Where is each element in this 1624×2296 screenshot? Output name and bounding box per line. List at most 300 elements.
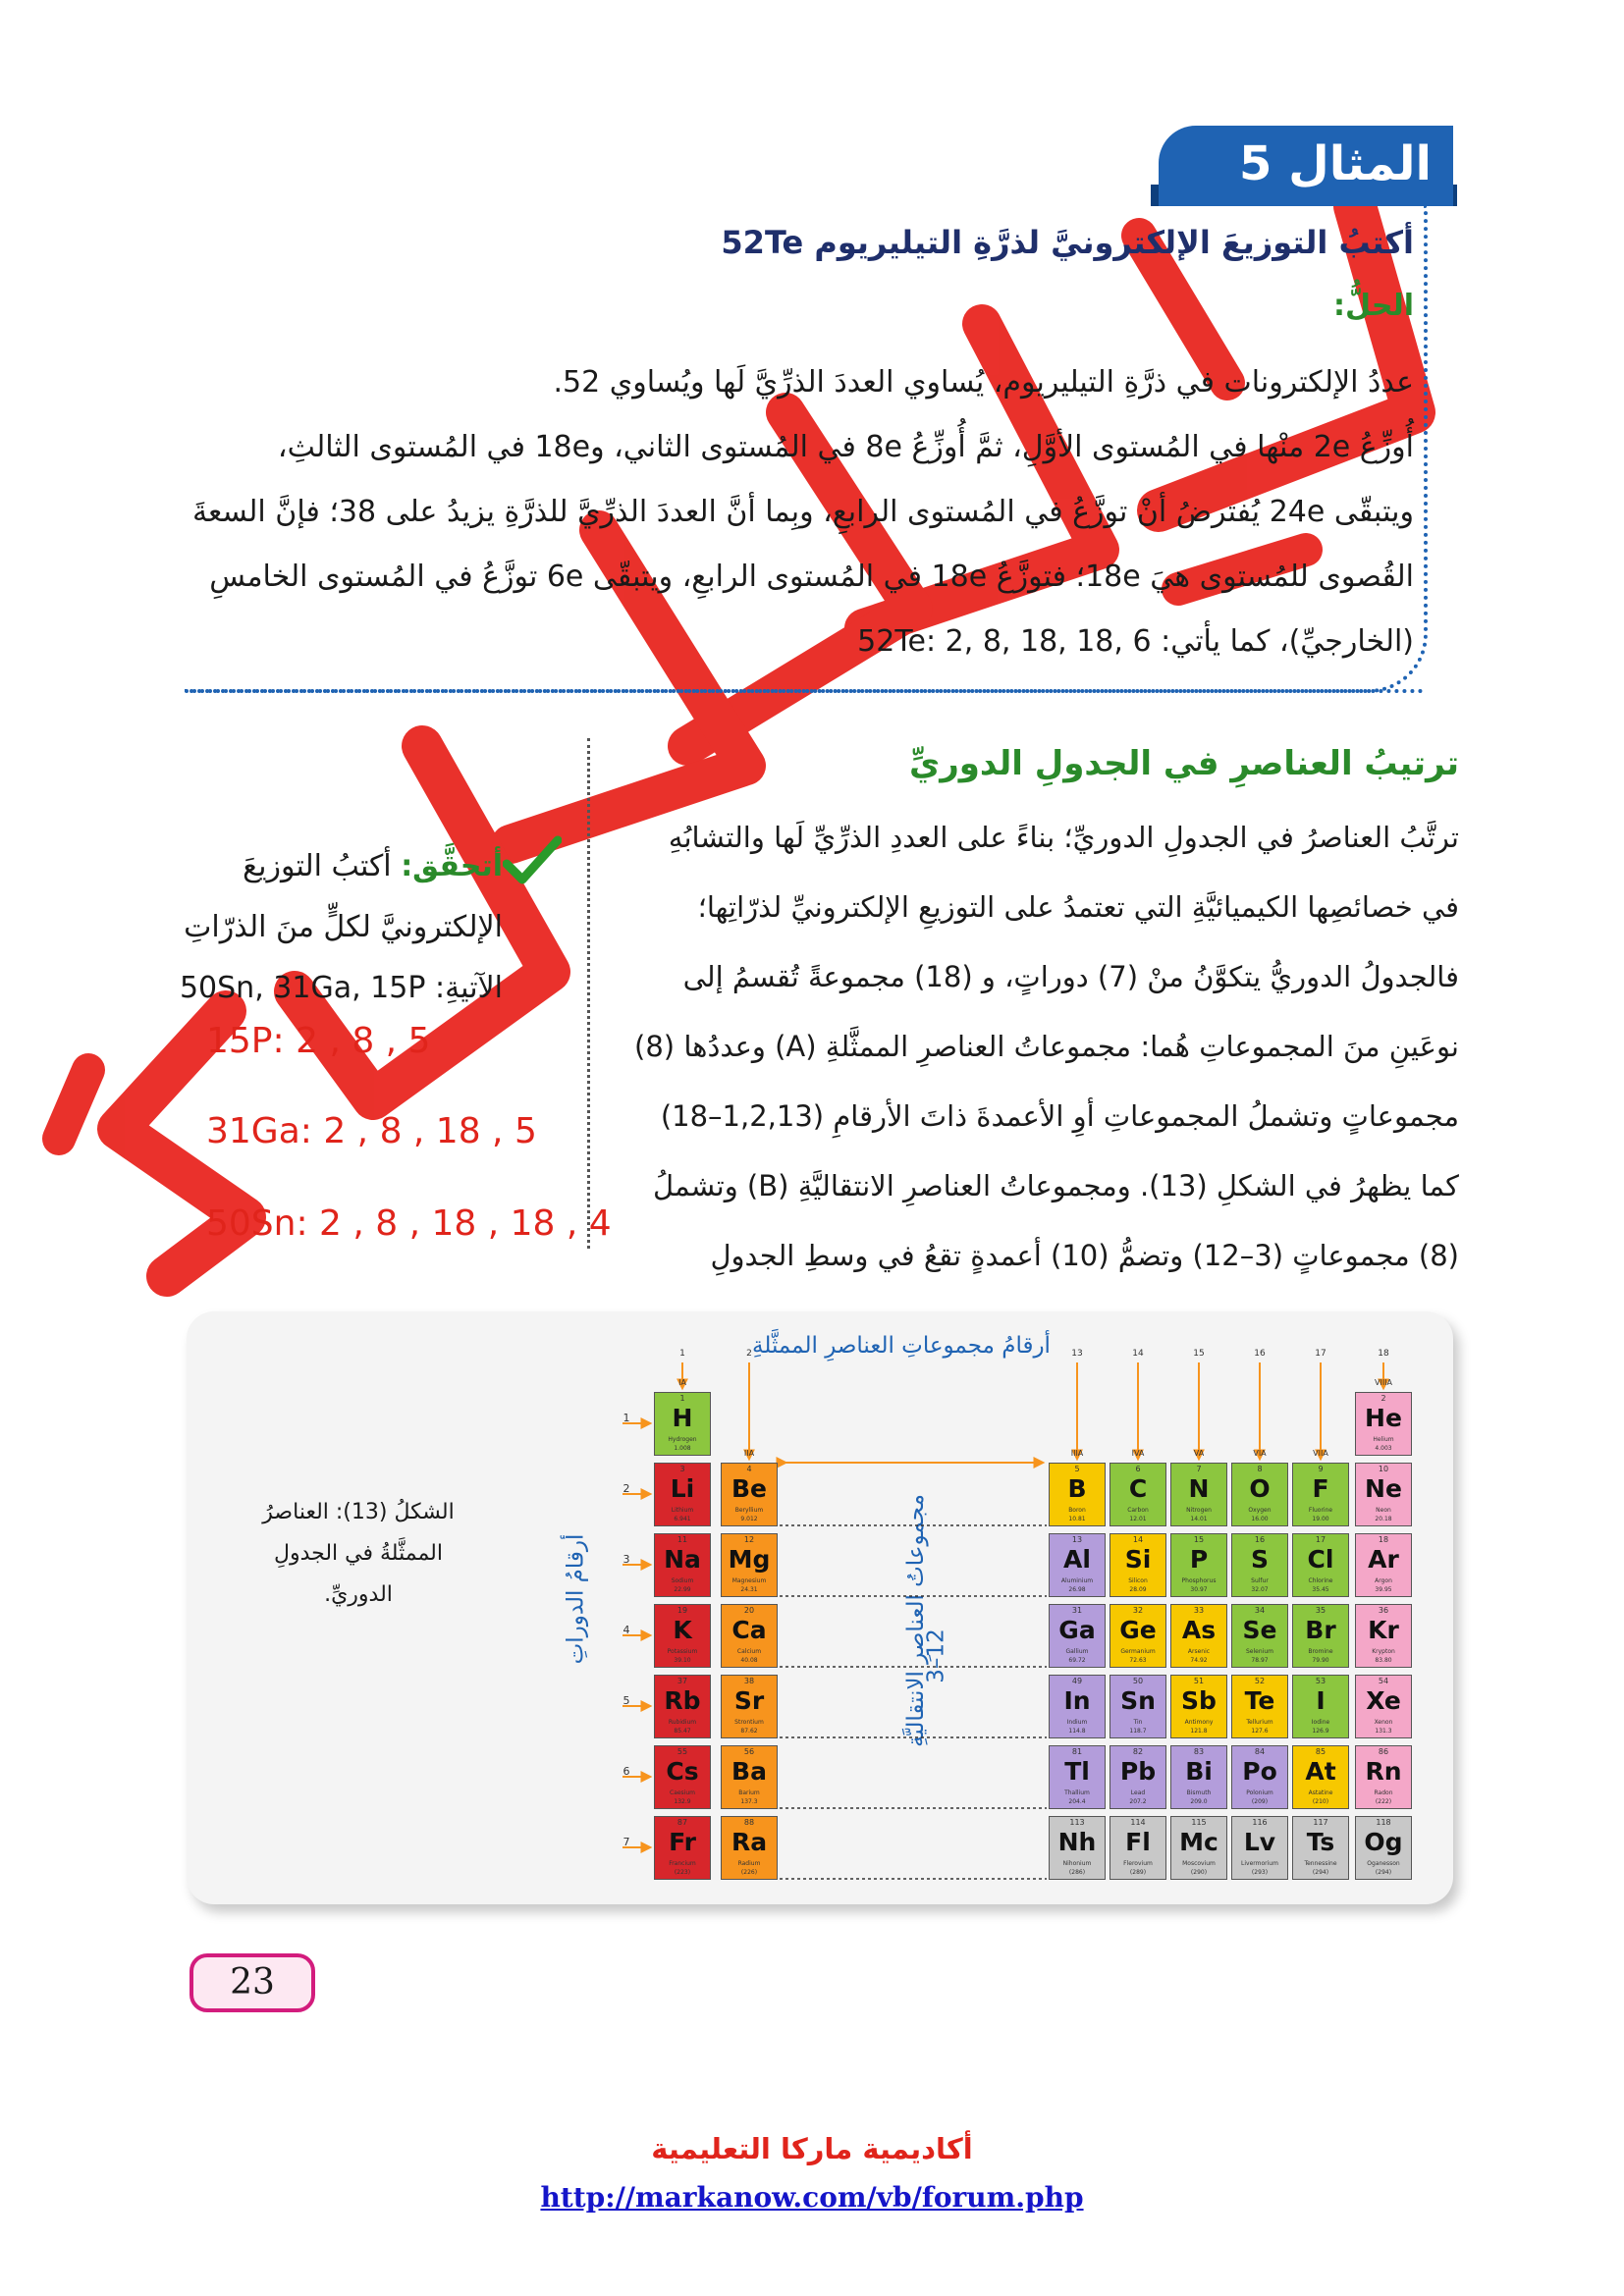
atomic-number: 32 (1132, 1606, 1144, 1615)
section-line-5: مجموعاتٍ وتشملُ المجموعاتِ أوِ الأعمدةَ ذاتَ الأرقامِ (1,2,13–18) (660, 1099, 1459, 1133)
atomic-mass: 74.92 (1190, 1657, 1208, 1664)
period-number: 4 (623, 1624, 630, 1636)
element-symbol: Sn (1120, 1686, 1156, 1715)
element-tl (1049, 1745, 1106, 1809)
atomic-number: 116 (1252, 1818, 1268, 1827)
element-symbol: Og (1364, 1828, 1403, 1856)
element-symbol: C (1128, 1474, 1148, 1503)
element-fl (1110, 1816, 1166, 1880)
element-na (654, 1533, 711, 1597)
period-number: 6 (623, 1765, 630, 1778)
atomic-number: 50 (1132, 1677, 1144, 1685)
element-name: Phosphorus (1181, 1577, 1217, 1584)
element-name: Lead (1130, 1789, 1146, 1796)
element-symbol: F (1312, 1474, 1329, 1503)
atomic-number: 38 (743, 1677, 755, 1685)
atomic-number: 34 (1254, 1606, 1266, 1615)
element-name: Strontium (734, 1719, 764, 1726)
atomic-number: 18 (1378, 1535, 1389, 1544)
element-name: Potassium (667, 1648, 698, 1655)
example-line-1: عددُ الإلكترونات في ذرَّةِ التيليريوم، يُساوي العددَ الذرِّيَّ لَها ويُساوي 52. (553, 365, 1414, 400)
element-symbol: Te (1244, 1686, 1275, 1715)
element-symbol: Sb (1181, 1686, 1217, 1715)
element-name: Magnesium (731, 1577, 767, 1584)
element-name: Gallium (1065, 1648, 1089, 1655)
atomic-mass: 207.2 (1129, 1798, 1147, 1805)
atomic-mass: (294) (1312, 1869, 1329, 1876)
element-symbol: Ba (731, 1757, 767, 1786)
atomic-number: 8 (1257, 1465, 1263, 1473)
atomic-mass: (294) (1375, 1869, 1392, 1876)
element-cs (654, 1745, 711, 1809)
atomic-mass: 72.63 (1129, 1657, 1147, 1664)
element-symbol: K (673, 1616, 692, 1644)
element-symbol: Si (1124, 1545, 1152, 1574)
element-name: Radon (1374, 1789, 1393, 1796)
group-number: 14 (1132, 1349, 1144, 1359)
element-name: Oxygen (1248, 1507, 1272, 1514)
atomic-mass: 39.10 (674, 1657, 691, 1664)
element-symbol: Pb (1119, 1757, 1157, 1786)
element-name: Tellurium (1246, 1719, 1273, 1726)
atomic-number: 115 (1191, 1818, 1207, 1827)
element-name: Radium (737, 1860, 761, 1867)
atomic-number: 17 (1315, 1535, 1326, 1544)
period-number: 3 (623, 1553, 630, 1566)
element-symbol: Nh (1057, 1828, 1097, 1856)
atomic-number: 2 (1380, 1394, 1386, 1403)
element-symbol: S (1250, 1545, 1269, 1574)
atomic-mass: (222) (1375, 1798, 1392, 1805)
element-b (1049, 1463, 1106, 1526)
group-number: 1 (679, 1349, 685, 1359)
atomic-number: 36 (1378, 1606, 1389, 1615)
element-symbol: O (1249, 1474, 1271, 1503)
element-name: Rubidium (668, 1719, 697, 1726)
example-line-5: (الخارجيِّ)، كما يأتي: 52Te: 2, 8, 18, 18, 6 (857, 624, 1414, 659)
checkmark-icon (503, 834, 562, 885)
answer-p: 15P: 2 , 8 , 5 (206, 1021, 431, 1061)
atomic-mass: 1.008 (674, 1445, 691, 1452)
element-symbol: As (1181, 1616, 1217, 1644)
footer-link[interactable]: http://markanow.com/vb/forum.php (540, 2181, 1084, 2214)
element-name: Nitrogen (1186, 1507, 1212, 1514)
element-nh (1049, 1816, 1106, 1880)
atomic-number: 56 (743, 1747, 755, 1756)
element-symbol: Lv (1243, 1828, 1276, 1856)
group-number: 18 (1378, 1349, 1389, 1359)
check-text-1: أكتبُ التوزيعَ (243, 849, 392, 883)
section-line-2: في خصائصِها الكيميائيَّةِ التي تعتمدُ على التوزيعِ الإلكترونيِّ لذرّاتِها؛ (697, 890, 1459, 924)
label-transition-groups: مجموعاتُ العناصرِ الانتقاليَّةِ (902, 1494, 929, 1747)
atomic-number: 51 (1193, 1677, 1205, 1685)
element-symbol: Li (670, 1474, 695, 1503)
element-c (1110, 1463, 1166, 1526)
group-roman: VA (1193, 1449, 1205, 1458)
atomic-number: 11 (677, 1535, 688, 1544)
element-symbol: Fr (669, 1828, 696, 1856)
atomic-mass: (226) (740, 1869, 758, 1876)
atomic-mass: 24.31 (740, 1586, 758, 1593)
element-se (1231, 1604, 1288, 1668)
element-name: Carbon (1127, 1507, 1149, 1514)
element-symbol: P (1189, 1545, 1209, 1574)
label-period-numbers: أرقامُ الدوراتِ (563, 1533, 589, 1665)
section-line-3: فالجدولُ الدوريُّ يتكوَّنُ منْ (7) دوراتٍ، و (18) مجموعةً تُقسمُ إلى (682, 960, 1459, 993)
atomic-number: 53 (1315, 1677, 1326, 1685)
atomic-number: 83 (1193, 1747, 1205, 1756)
element-sn (1110, 1675, 1166, 1738)
element-name: Moscovium (1182, 1860, 1216, 1867)
period-number: 5 (623, 1694, 630, 1707)
element-symbol: Br (1305, 1616, 1336, 1644)
atomic-number: 84 (1254, 1747, 1266, 1756)
element-rb (654, 1675, 711, 1738)
atomic-number: 10 (1378, 1465, 1389, 1473)
atomic-number: 7 (1196, 1465, 1202, 1473)
element-name: Boron (1068, 1507, 1086, 1514)
group-number: 15 (1193, 1349, 1205, 1359)
element-og (1355, 1816, 1412, 1880)
element-symbol: Po (1242, 1757, 1277, 1786)
element-symbol: Ga (1058, 1616, 1096, 1644)
atomic-mass: 137.3 (740, 1798, 758, 1805)
element-name: Nihonium (1062, 1860, 1092, 1867)
atomic-number: 14 (1132, 1535, 1144, 1544)
element-symbol: He (1365, 1404, 1402, 1432)
atomic-mass: 30.97 (1190, 1586, 1208, 1593)
atomic-mass: 69.72 (1068, 1657, 1086, 1664)
element-name: Tin (1133, 1719, 1143, 1726)
atomic-mass: (286) (1068, 1869, 1086, 1876)
element-name: Argon (1375, 1577, 1392, 1584)
element-sr (721, 1675, 778, 1738)
group-roman: VIA (1253, 1449, 1267, 1458)
atomic-number: 20 (743, 1606, 755, 1615)
element-symbol: Be (731, 1474, 767, 1503)
element-name: Sodium (671, 1577, 694, 1584)
element-name: Calcium (736, 1648, 762, 1655)
element-in (1049, 1675, 1106, 1738)
element-he (1355, 1392, 1412, 1456)
check-label: أتحقَّق: (401, 849, 503, 883)
atomic-number: 117 (1313, 1818, 1328, 1827)
group-roman: IIA (743, 1449, 755, 1458)
atomic-number: 5 (1074, 1465, 1080, 1473)
section-separator (185, 689, 1424, 693)
element-symbol: Mc (1179, 1828, 1218, 1856)
element-name: Tennessine (1304, 1860, 1337, 1867)
atomic-number: 88 (743, 1818, 755, 1827)
footer-title: أكاديمية ماركا التعليمية (651, 2132, 973, 2165)
atomic-mass: 78.97 (1251, 1657, 1269, 1664)
page-number: 23 (189, 1953, 315, 2012)
element-name: Fluorine (1308, 1507, 1333, 1514)
atomic-number: 4 (746, 1465, 752, 1473)
atomic-number: 35 (1315, 1606, 1326, 1615)
element-k (654, 1604, 711, 1668)
element-kr (1355, 1604, 1412, 1668)
element-name: Sulfur (1251, 1577, 1269, 1584)
group-number: 17 (1315, 1349, 1326, 1359)
example-line-2: أُوزِّعُ 2e منْها في المُستوى الأوَّلِ، ثمَّ أُوزِّعُ 8e في المُستوى الثاني، و18e في المُستوى الثالثِ، (277, 430, 1414, 464)
element-name: Barium (738, 1789, 760, 1796)
element-o (1231, 1463, 1288, 1526)
atomic-mass: 35.45 (1312, 1586, 1329, 1593)
column-divider (587, 738, 590, 1249)
element-symbol: N (1188, 1474, 1210, 1503)
element-fr (654, 1816, 711, 1880)
section-line-4: نوعَينِ منَ المجموعاتِ هُما: مجموعاتُ العناصرِ الممثَّلةِ (A) وعددُها (8) (634, 1030, 1459, 1063)
atomic-mass: 131.3 (1375, 1728, 1392, 1735)
answer-ga: 31Ga: 2 , 8 , 18 , 5 (206, 1111, 537, 1151)
element-ar (1355, 1533, 1412, 1597)
element-symbol: Tl (1064, 1757, 1090, 1786)
group-roman: IIIA (1070, 1449, 1084, 1458)
group-number: 2 (746, 1349, 752, 1359)
group-roman: VIIIA (1374, 1378, 1393, 1387)
check-block (169, 836, 503, 1019)
group-roman: VIIA (1313, 1449, 1328, 1458)
answer-sn: 50Sn: 2 , 8 , 18 , 18 , 4 (206, 1203, 612, 1244)
element-name: Aluminium (1060, 1577, 1094, 1584)
atomic-mass: 121.8 (1190, 1728, 1208, 1735)
element-h (654, 1392, 711, 1456)
element-name: Hydrogen (668, 1436, 697, 1443)
element-mc (1170, 1816, 1227, 1880)
element-name: Indium (1066, 1719, 1088, 1726)
element-ts (1292, 1816, 1349, 1880)
atomic-mass: 19.00 (1312, 1516, 1329, 1522)
period-number: 7 (623, 1836, 630, 1848)
atomic-number: 15 (1193, 1535, 1205, 1544)
atomic-number: 85 (1315, 1747, 1326, 1756)
element-po (1231, 1745, 1288, 1809)
element-symbol: Ra (731, 1828, 768, 1856)
label-transition-range: 3–12 (923, 1629, 949, 1683)
atomic-number: 31 (1071, 1606, 1083, 1615)
element-name: Chlorine (1308, 1577, 1333, 1584)
element-symbol: Na (664, 1545, 701, 1574)
element-al (1049, 1533, 1106, 1597)
section-line-1: ترتَّبُ العناصرُ في الجدولِ الدوريِّ؛ بناءً على العددِ الذرِّيِّ لَها والتشابُهِ (668, 821, 1459, 854)
element-i (1292, 1675, 1349, 1738)
element-symbol: Cl (1307, 1545, 1334, 1574)
element-si (1110, 1533, 1166, 1597)
element-name: Germanium (1120, 1648, 1156, 1655)
element-name: Polonium (1246, 1789, 1273, 1796)
atomic-mass: 12.01 (1129, 1516, 1147, 1522)
atomic-mass: 6.941 (674, 1516, 691, 1522)
check-text-3: الآتيةِ: 50Sn, 31Ga, 15P (179, 971, 503, 1005)
group-number: 16 (1254, 1349, 1266, 1359)
element-n (1170, 1463, 1227, 1526)
atomic-number: 87 (677, 1818, 688, 1827)
element-name: Caesium (670, 1789, 695, 1796)
atomic-mass: 85.47 (674, 1728, 691, 1735)
atomic-number: 13 (1071, 1535, 1083, 1544)
atomic-mass: 28.09 (1129, 1586, 1147, 1593)
element-be (721, 1463, 778, 1526)
element-symbol: I (1316, 1686, 1326, 1715)
atomic-mass: 4.003 (1375, 1445, 1392, 1452)
atomic-mass: 22.99 (674, 1586, 691, 1593)
atomic-number: 86 (1378, 1747, 1389, 1756)
element-s (1231, 1533, 1288, 1597)
element-p (1170, 1533, 1227, 1597)
atomic-mass: 132.9 (674, 1798, 691, 1805)
element-symbol: Cs (666, 1757, 699, 1786)
group-roman: IVA (1131, 1449, 1145, 1458)
element-symbol: Ca (731, 1616, 767, 1644)
atomic-mass: (289) (1129, 1869, 1147, 1876)
atomic-mass: 20.18 (1375, 1516, 1392, 1522)
element-sb (1170, 1675, 1227, 1738)
atomic-mass: 209.0 (1190, 1798, 1208, 1805)
element-symbol: Al (1063, 1545, 1091, 1574)
check-text-2: الإلكترونيَّ لكلٍّ منَ الذرّاتِ (184, 910, 503, 944)
atomic-number: 81 (1071, 1747, 1083, 1756)
atomic-mass: 79.90 (1312, 1657, 1329, 1664)
element-symbol: Sr (733, 1686, 765, 1715)
element-li (654, 1463, 711, 1526)
group-roman: IA (678, 1378, 686, 1387)
section-title: ترتيبُ العناصرِ في الجدولِ الدوريِّ (909, 744, 1459, 783)
atomic-mass: 114.8 (1068, 1728, 1086, 1735)
element-f (1292, 1463, 1349, 1526)
element-name: Livermorium (1241, 1860, 1278, 1867)
atomic-mass: (290) (1190, 1869, 1208, 1876)
element-symbol: Se (1242, 1616, 1277, 1644)
atomic-mass: 9.012 (740, 1516, 758, 1522)
atomic-mass: 118.7 (1129, 1728, 1147, 1735)
element-ba (721, 1745, 778, 1809)
element-name: Francium (669, 1860, 696, 1867)
atomic-number: 82 (1132, 1747, 1144, 1756)
element-symbol: Xe (1366, 1686, 1401, 1715)
atomic-mass: 83.80 (1375, 1657, 1392, 1664)
element-pb (1110, 1745, 1166, 1809)
atomic-mass: 126.9 (1312, 1728, 1329, 1735)
element-name: Neon (1376, 1507, 1391, 1514)
atomic-mass: (223) (674, 1869, 691, 1876)
period-number: 2 (623, 1482, 630, 1495)
atomic-mass: 39.95 (1375, 1586, 1392, 1593)
element-symbol: At (1305, 1757, 1336, 1786)
element-name: Bromine (1308, 1648, 1333, 1655)
element-name: Beryllium (734, 1507, 764, 1514)
example-line-4: القُصوى للمُستوى هيَ 18e؛ فتوزَّعُ 18e في المُستوى الرابعِ، ويتبقّى 6e توزَّعُ في المُستوى الخامسِ (209, 560, 1414, 594)
element-symbol: Ar (1368, 1545, 1399, 1574)
atomic-number: 114 (1130, 1818, 1146, 1827)
element-name: Selenium (1246, 1648, 1273, 1655)
element-name: Krypton (1372, 1648, 1395, 1655)
element-te (1231, 1675, 1288, 1738)
group-number: 13 (1071, 1349, 1083, 1359)
figure-caption: الشكلُ (13): العناصرُ الممثَّلةُ في الجدولِ الدوريِّ. (262, 1500, 455, 1607)
element-name: Helium (1373, 1436, 1394, 1443)
atomic-number: 16 (1254, 1535, 1266, 1544)
atomic-number: 33 (1193, 1606, 1205, 1615)
element-symbol: H (672, 1404, 693, 1432)
element-name: Flerovium (1123, 1860, 1153, 1867)
element-br (1292, 1604, 1349, 1668)
atomic-number: 113 (1069, 1818, 1085, 1827)
element-as (1170, 1604, 1227, 1668)
element-name: Xenon (1374, 1719, 1393, 1726)
element-symbol: Mg (728, 1545, 771, 1574)
element-name: Lithium (671, 1507, 694, 1514)
element-name: Silicon (1128, 1577, 1148, 1584)
atomic-mass: 10.81 (1068, 1516, 1086, 1522)
element-mg (721, 1533, 778, 1597)
element-at (1292, 1745, 1349, 1809)
period-number: 1 (623, 1412, 630, 1424)
element-symbol: Bi (1185, 1757, 1213, 1786)
element-ca (721, 1604, 778, 1668)
atomic-number: 6 (1135, 1465, 1141, 1473)
element-ge (1110, 1604, 1166, 1668)
atomic-mass: 40.08 (740, 1657, 758, 1664)
element-symbol: B (1067, 1474, 1087, 1503)
element-symbol: Ts (1306, 1828, 1335, 1856)
atomic-number: 49 (1071, 1677, 1083, 1685)
element-ne (1355, 1463, 1412, 1526)
element-name: Arsenic (1187, 1648, 1211, 1655)
atomic-number: 118 (1376, 1818, 1391, 1827)
element-name: Thallium (1064, 1789, 1090, 1796)
atomic-number: 54 (1378, 1677, 1389, 1685)
atomic-mass: 16.00 (1251, 1516, 1269, 1522)
label-group-numbers: أرقامُ مجموعاتِ العناصرِ الممثَّلةِ (752, 1333, 1051, 1359)
atomic-number: 12 (743, 1535, 755, 1544)
element-name: Bismuth (1186, 1789, 1212, 1796)
atomic-mass: (293) (1251, 1869, 1269, 1876)
element-ra (721, 1816, 778, 1880)
element-symbol: Kr (1368, 1616, 1399, 1644)
atomic-number: 37 (677, 1677, 688, 1685)
element-ga (1049, 1604, 1106, 1668)
atomic-mass: (209) (1251, 1798, 1269, 1805)
atomic-mass: 127.6 (1251, 1728, 1269, 1735)
section-line-7: (8) مجموعاتٍ (3–12) وتضمُّ (10) أعمدةٍ تقعُ في وسطِ الجدولِ (710, 1239, 1459, 1272)
atomic-mass: 14.01 (1190, 1516, 1208, 1522)
element-lv (1231, 1816, 1288, 1880)
element-name: Oganesson (1367, 1860, 1400, 1867)
atomic-mass: 87.62 (740, 1728, 758, 1735)
atomic-number: 1 (679, 1394, 685, 1403)
atomic-mass: 32.07 (1251, 1586, 1269, 1593)
element-symbol: In (1063, 1686, 1091, 1715)
element-symbol: Rb (664, 1686, 701, 1715)
element-rn (1355, 1745, 1412, 1809)
element-symbol: Ne (1365, 1474, 1402, 1503)
example-question: أكتبُ التوزيعَ الإلكترونيَّ لذرَّةِ التيليريوم 52Te (721, 224, 1414, 261)
element-symbol: Rn (1365, 1757, 1402, 1786)
element-xe (1355, 1675, 1412, 1738)
element-symbol: Ge (1119, 1616, 1157, 1644)
atomic-mass: 204.4 (1068, 1798, 1086, 1805)
atomic-number: 55 (677, 1747, 688, 1756)
atomic-number: 52 (1254, 1677, 1266, 1685)
atomic-mass: (210) (1312, 1798, 1329, 1805)
element-name: Iodine (1311, 1719, 1330, 1726)
element-cl (1292, 1533, 1349, 1597)
section-line-6: كما يظهرُ في الشكلِ (13). ومجموعاتُ العناصرِ الانتقاليَّةِ (B) وتشملُ (653, 1169, 1459, 1202)
atomic-number: 3 (679, 1465, 685, 1473)
example-line-3: ويتبقّى 24e يُفترضُ أنْ توزَّعُ في المُستوى الرابعِ، وبِما أنَّ العددَ الذرِّيَّ للذرَّةِ يزيدُ على 38؛ فإنَّ السعةَ (191, 495, 1414, 529)
element-symbol: Fl (1125, 1828, 1151, 1856)
